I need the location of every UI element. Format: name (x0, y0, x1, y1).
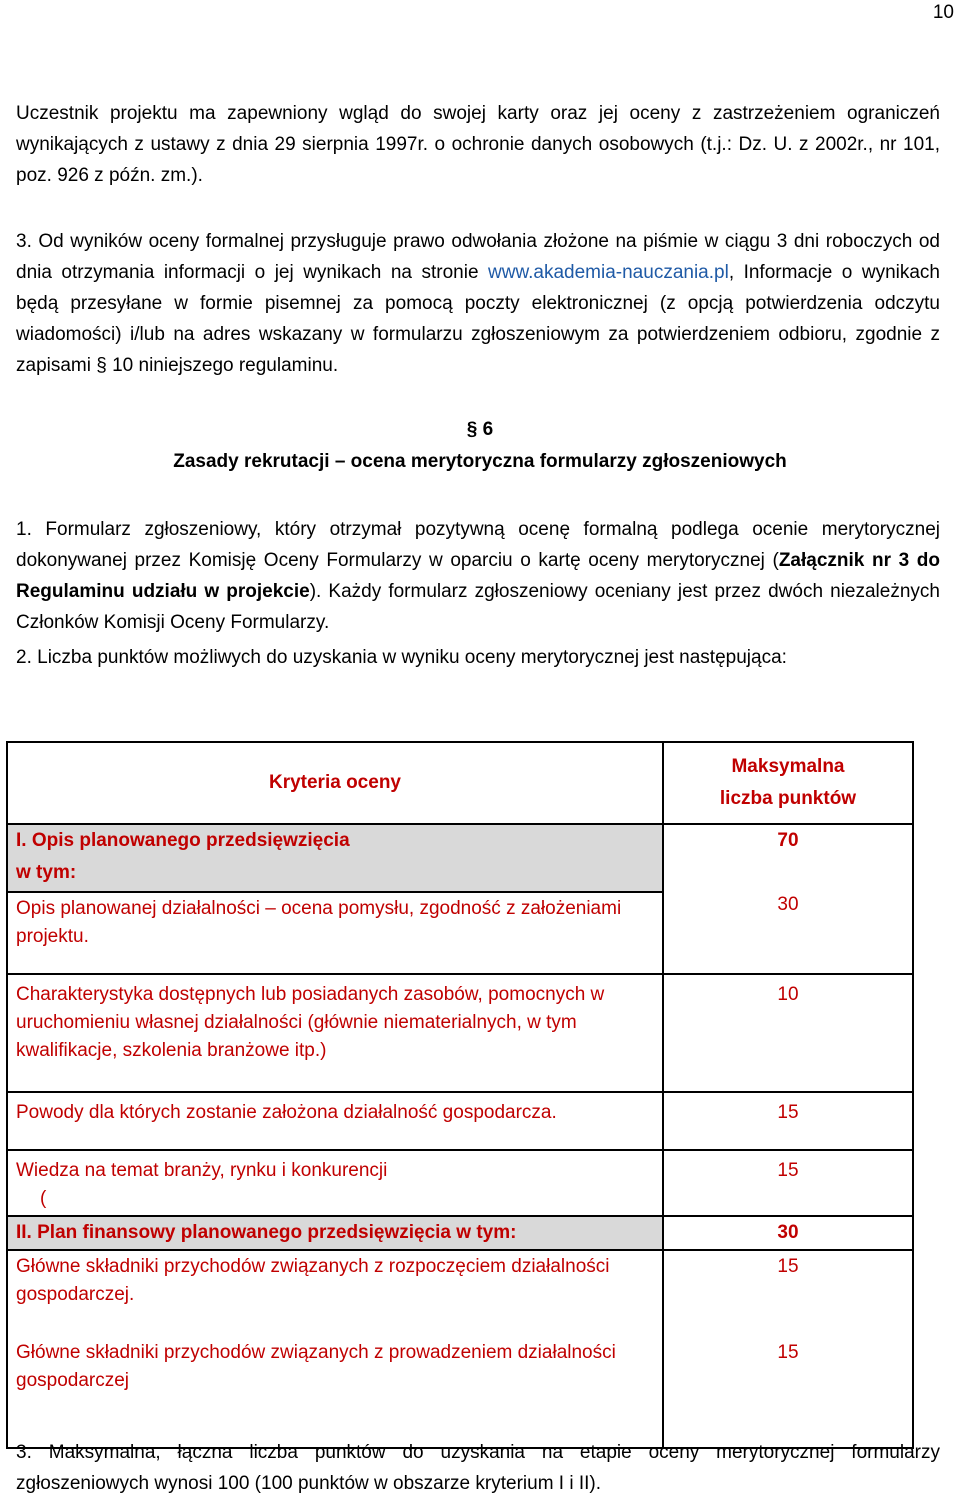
scoring-table (6, 741, 914, 1449)
row-points: 15 (663, 1335, 913, 1448)
section1-title-cell (7, 824, 663, 892)
row-points: 30 (777, 894, 799, 915)
row-points: 15 (663, 1150, 913, 1216)
website-link[interactable]: www.akademia-nauczania.pl (488, 262, 729, 283)
table-header-row (7, 742, 913, 824)
appeal-text-end: , Informacje o wynikach będą przesyłane w formie pisemnej za pomocą poczty elektronicznej (z opcją potwierdzenia odczytu wiadomości) i/lub na adres wskazany w formularzu zgłoszeniowym za potwierdzeniem odbioru, zgodnie z zapisami § 10 niniejszego regulaminu. (16, 262, 940, 376)
evaluation-text-end: ). Każdy formularz zgłoszeniowy oceniany jest przez dwóch niezależnych Członków Komisji Oceny Formularzy. (16, 581, 940, 633)
table-row (7, 1150, 913, 1216)
points-header (663, 742, 913, 824)
evaluation-paragraph (16, 514, 940, 638)
section1-row (7, 824, 913, 892)
criterion-label: Główne składniki przychodów związanych z prowadzeniem działalności gospodarczej (7, 1335, 663, 1448)
table-row (7, 974, 913, 1092)
table-row (7, 1092, 913, 1150)
section-title: Zasady rekrutacji – ocena merytoryczna formularzy zgłoszeniowych (173, 451, 787, 472)
criteria-header: Kryteria oceny (7, 742, 663, 824)
criterion-label: Wiedza na temat branży, rynku i konkurencji (16, 1160, 388, 1181)
criterion-cell (7, 1150, 663, 1216)
annex-reference: Załącznik nr 3 do Regulaminu udziału w projekcie (16, 550, 941, 602)
appeal-paragraph (16, 226, 940, 381)
points-intro-paragraph: 2. Liczba punktów możliwych do uzyskania w wyniku oceny merytorycznej jest następująca: (16, 647, 787, 668)
criterion-label: Opis planowanej działalności – ocena pomysłu, zgodność z założeniami projektu. (7, 892, 663, 974)
criterion-label: Główne składniki przychodów związanych z rozpoczęciem działalności gospodarczej. (7, 1250, 663, 1335)
section1-subtitle: w tym: (16, 862, 77, 883)
section1-points: 70 (777, 830, 799, 851)
section1-title: I. Opis planowanego przedsięwzięcia (16, 830, 350, 851)
section2-title: II. Plan finansowy planowanego przedsięwzięcia w tym: (7, 1216, 663, 1250)
total-points-paragraph: 3. Maksymalna, łączna liczba punktów do uzyskania na etapie oceny merytorycznej formularzy zgłoszeniowych wynosi 100 (100 punktów w obszarze kryterium I i II). (16, 1442, 940, 1494)
points-header-line2: liczba punktów (719, 788, 857, 809)
points-header-line1: Maksymalna (731, 756, 845, 777)
table-row (7, 1250, 913, 1335)
evaluation-text-start: 1. Formularz zgłoszeniowy, który otrzymał pozytywną ocenę formalną podlega ocenie merytorycznej dokonywanej przez Komisję Oceny Formularzy w oparciu o kartę oceny merytorycznej ( (16, 519, 940, 571)
section2-row (7, 1216, 913, 1250)
section2-points: 30 (663, 1216, 913, 1250)
row-points: 15 (663, 1250, 913, 1335)
row-points: 10 (663, 974, 913, 1092)
criterion-label: Powody dla których zostanie założona działalność gospodarcza. (7, 1092, 663, 1150)
privacy-paragraph: Uczestnik projektu ma zapewniony wgląd do swojej karty oraz jej oceny z zastrzeżeniem ograniczeń wynikających z ustawy z dnia 29 sierpnia 1997r. o ochronie danych osobowych (t.j.: Dz. U. z 2002r., nr 101, poz. 926 z późn. zm.). (16, 103, 940, 186)
appeal-text-start: 3. Od wyników oceny formalnej przysługuje prawo odwołania złożone na piśmie w ciągu 3 dni roboczych od dnia otrzymania informacji o jej wynikach na stronie (16, 231, 940, 283)
section-number: § 6 (466, 419, 494, 440)
page-number: 10 (932, 2, 954, 23)
criterion-label-extra: ( (40, 1188, 47, 1209)
table-row (7, 1335, 913, 1448)
row-points: 15 (663, 1092, 913, 1150)
section1-points-cell (663, 824, 913, 974)
criterion-label: Charakterystyka dostępnych lub posiadanych zasobów, pomocnych w uruchomieniu własnej działalności (głównie niematerialnych, w tym kwalifikacje, szkolenia branżowe itp.) (7, 974, 663, 1092)
